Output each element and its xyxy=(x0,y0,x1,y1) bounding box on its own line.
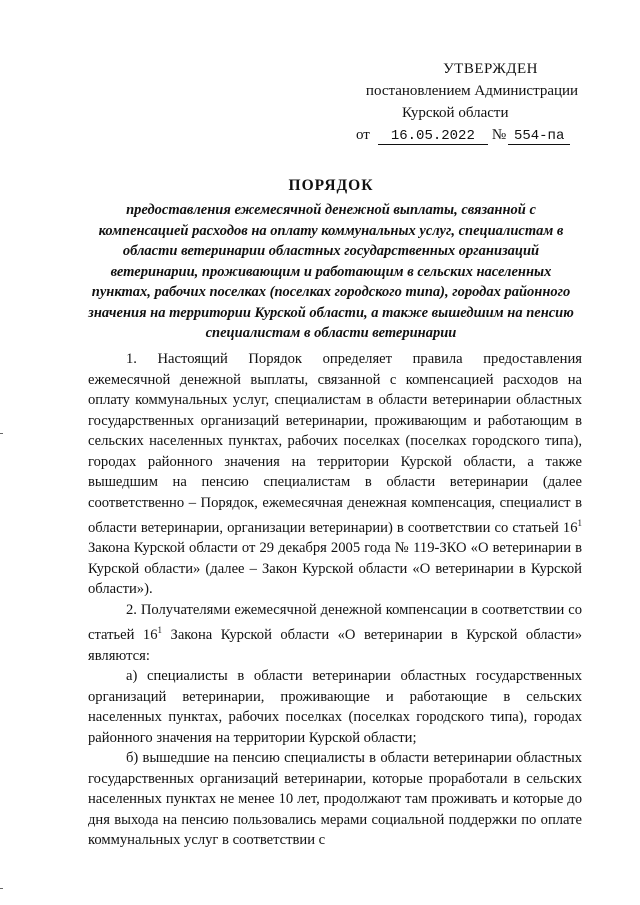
approval-title: УТВЕРЖДЕН xyxy=(443,61,538,77)
scan-margin-mark xyxy=(0,433,3,434)
paragraph-2 xyxy=(88,600,582,666)
paragraph-1-text-a: 1. Настоящий Порядок определяет правила предоставления ежемесячной денежной выплаты, связанной с компенсацией расходов на оплату коммунальных услуг, специалистам в области ветеринарии областных государственных организаций ветеринарии, проживающим и работающим в сельских населенных пунктах, рабочих поселках (поселках городского типа), городах районного значения на территории Курской области, а также вышедшим на пенсию специалистам в области ветеринарии (далее соответственно – Порядок, ежемесячная денежная компенсация, специалист в области ветеринарии, организации ветеринарии) в соответствии со статьей 16 xyxy=(88,351,582,536)
approval-line-1: постановлением Администрации xyxy=(365,83,579,99)
paragraph-3: а) специалисты в области ветеринарии областных государственных организаций ветеринарии, проживающие и работающие в сельских населенных пунктах, рабочих поселках (поселках городского типа), городах районного значения на территории Курской области; xyxy=(88,668,582,746)
approval-line-2: Курской области xyxy=(402,105,509,121)
approval-date-number xyxy=(356,124,588,146)
paragraph-2-text-a: 2. Получателями ежемесячной денежной компенсации в соответствии со статьей 16 xyxy=(88,601,582,644)
approval-block xyxy=(356,58,588,146)
scan-margin-mark xyxy=(0,888,3,889)
paragraph-2-superscript: 1 xyxy=(157,625,163,636)
date-prefix: от xyxy=(356,127,370,143)
document-heading: ПОРЯДОК xyxy=(288,177,374,194)
approval-number: 554-па xyxy=(508,128,570,145)
paragraph-4: б) вышедшие на пенсию специалисты в области ветеринарии областных государственных организаций ветеринарии, которые проработали в сельских населенных пунктах не менее 10 лет, продолжают там проживать и которые до дня выхода на пенсию пользовались мерами социальной поддержки по оплате коммунальных услуг в соответствии с xyxy=(88,750,582,849)
paragraph-1-superscript: 1 xyxy=(577,518,582,528)
paragraph-1-text-b: Закона Курской области от 29 декабря 2005 года № 119-ЗКО «О ветеринарии в Курской области» (далее – Закон Курской области «О ветеринарии в Курской области»). xyxy=(88,540,582,598)
document-subtitle: предоставления ежемесячной денежной выплаты, связанной с компенсацией расходов на оплату коммунальных услуг, специалистам в области ветеринарии областных государственных организаций ветеринарии, проживающим и работающим в сельских населенных пунктах, рабочих поселках (поселках городского типа), городах районного значения на территории Курской области, а также вышедшим на пенсию специалистам в области ветеринарии xyxy=(88,202,574,341)
paragraph-1 xyxy=(88,349,582,600)
document-title xyxy=(88,175,574,344)
number-prefix: № xyxy=(491,127,507,143)
document-body xyxy=(88,349,582,851)
approval-date: 16.05.2022 xyxy=(378,128,488,145)
paragraph-2-text-b: Закона Курской области «О ветеринарии в Курской области» являются: xyxy=(88,627,582,664)
